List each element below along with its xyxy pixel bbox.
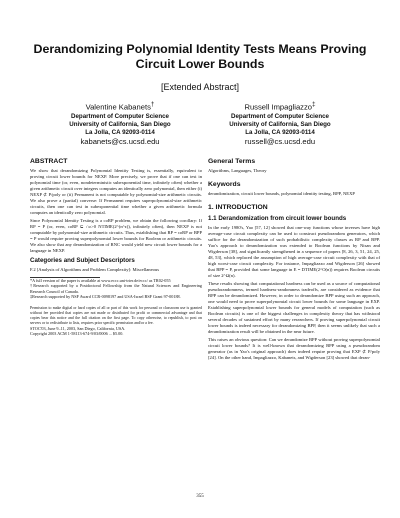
intro-paragraph-3: This raises an obvious question: Can we derandomize BPP without proving superpolynomial circuit lower bounds? It is well-known that derandomizing BPP using a pseudorandom generator (as in Yao's original approach) does indeed require proving that EXP ⊄ P/poly [24]. On the other hand, Impagliazzo, Kabanets, and Wigderson [23] showed that deran- — [208, 337, 380, 360]
permission-notice: Permission to make digital or hard copies of all or part of this work for personal or classroom use is granted without fee provided that copies are not made or distributed for profit or commercial advantage and that copies bear this notice and the full citation on the first page. To copy otherwise, to republish, to post on servers or to redistribute to lists, requires prior specific permission and/or a fee. — [30, 305, 202, 325]
subsection-1-1-heading: 1.1 Derandomization from circuit lower bounds — [208, 215, 347, 222]
venue-line: STOC'03, June 9–11, 2003, San Diego, California, USA. — [30, 325, 126, 331]
abstract-heading: ABSTRACT — [30, 158, 68, 165]
author-department: Department of Computer Science — [71, 112, 169, 120]
general-terms-text: Algorithms, Languages, Theory — [208, 168, 267, 173]
intro-paragraph-2: These results showing that computational hardness can be used as a source of computational pseudorandomness, termed hardness-randomness tradeoffs, are considered as evidence that BPP can be derandomized. However, in order to derandomize BPP using such an approach, one would need to prove superpolynomial circuit lower bounds for some language in EXP. Establishing superpolynomial lower bounds for general models of computation (such as Boolean circuits) is one of the biggest challenges in complexity theory that has withstood several decades of sustained effort by many researchers. If proving superpolynomial circuit lower bounds is indeed necessary for derandomizing BPP, then it seems unlikely that such a derandomization result will be obtained in the near future. — [208, 281, 380, 334]
author-name: Russell Impagliazzo‡ — [244, 101, 316, 112]
author-block-1 — [45, 100, 195, 147]
categories-text: F.2 [Analysis of Algorithms and Problem Complexity]: Miscellaneous — [30, 267, 160, 272]
author-name: Valentine Kabanets† — [85, 101, 155, 112]
section-1-heading: 1. INTRODUCTION — [208, 204, 268, 211]
copyright-line: Copyright 2003 ACM 1-58113-674-9/03/0006 ... $5.00. — [30, 331, 124, 337]
keywords-heading: Keywords — [208, 181, 241, 188]
page-number: 355 — [196, 494, 204, 499]
general-terms-heading: General Terms — [208, 158, 256, 165]
left-column — [30, 157, 202, 336]
author-city: La Jolla, CA 92093-0114 — [245, 128, 315, 136]
abstract-paragraph-1: We show that derandomizing Polynomial Identity Testing is, essentially, equivalent to proving circuit lower bounds for NEXP. More precisely, we prove that if one can test in polynomial time (or, even, nondeterministic subexponential time, infinitely often) whether a given arithmetic circuit over integers computes an identically zero polynomial, then either (i) NEXP ⊄ P/poly or (ii) Permanent is not computable by polynomial-size arithmetic circuits. We also prove a (partial) converse: If Permanent requires superpolynomial-size arithmetic circuits, then one can test in subexponential time whether a given arithmetic formula computes an identically zero polynomial. — [30, 168, 202, 215]
categories-heading: Categories and Subject Descriptors — [30, 257, 135, 264]
intro-paragraph-1: In the early 1980's, Yao [57, 12] showed that one-way functions whose inverses have high average-case circuit complexity can be used to construct pseudorandom generators, which suffice for the derandomization of such probabilistic complexity classes as RP and BPP. Yao's approach to derandomization was extended to Boolean functions by Nisan and Wigderson [38], and significantly strengthened in a sequence of papers [8, 26, 3, 51, 24, 25, 48, 53], which replaced the assumption of high average-case circuit complexity with that of high worst-case circuit complexity. For instance, Impagliazzo and Wigderson [26] showed that BPP = P, provided that some language in E = DTIME(2^O(n)) requires Boolean circuits of size 2^Ω(n). — [208, 225, 380, 278]
footnote-2: †Research supported by a Postdoctoral Fellowship from the Natural Sciences and Engineering Research Council of Canada. — [30, 283, 202, 294]
author-email: russell@cs.ucsd.edu — [244, 136, 316, 146]
author-block-2 — [205, 100, 355, 147]
author-department: Department of Computer Science — [231, 112, 329, 120]
right-column — [208, 157, 380, 363]
abstract-paragraph-2: Since Polynomial Identity Testing is a coRP problem, we obtain the following corollary: If RP = P (or, even, coRP ⊆ ∩ε>0 NTIME(2^(n^ε)), infinitely often), then NEXP is not computable by polynomial-size arithmetic circuits. Thus, establishing that RP = coRP or BPP = P would require proving superpolynomial lower bounds for Boolean or arithmetic circuits. We also show that any derandomization of RNC would yield new circuit lower bounds for a language in NEXP. — [30, 218, 202, 253]
paper-title-line-2: Circuit Lower Bounds — [135, 57, 265, 71]
paper-title-line-1: Derandomizing Polynomial Identity Tests Means Proving — [33, 42, 367, 56]
author-city: La Jolla, CA 92093-0114 — [85, 128, 155, 136]
paper-subtitle: [Extended Abstract] — [160, 82, 240, 92]
author-university: University of California, San Diego — [69, 120, 171, 128]
footnote-3: ‡Research supported by NSF Award CCR-0098197 and USA-Israel BSF Grant 97-00188. — [30, 294, 181, 300]
author-email: kabanets@cs.ucsd.edu — [80, 136, 160, 146]
footnote-1: *A full version of the paper is available at www.eccc.uni-trier.de/eccc/ as TR02-055 — [30, 278, 171, 283]
keywords-text: derandomization, circuit lower bounds, polynomial identity testing, BPP, NEXP — [208, 191, 355, 196]
author-university: University of California, San Diego — [229, 120, 331, 128]
